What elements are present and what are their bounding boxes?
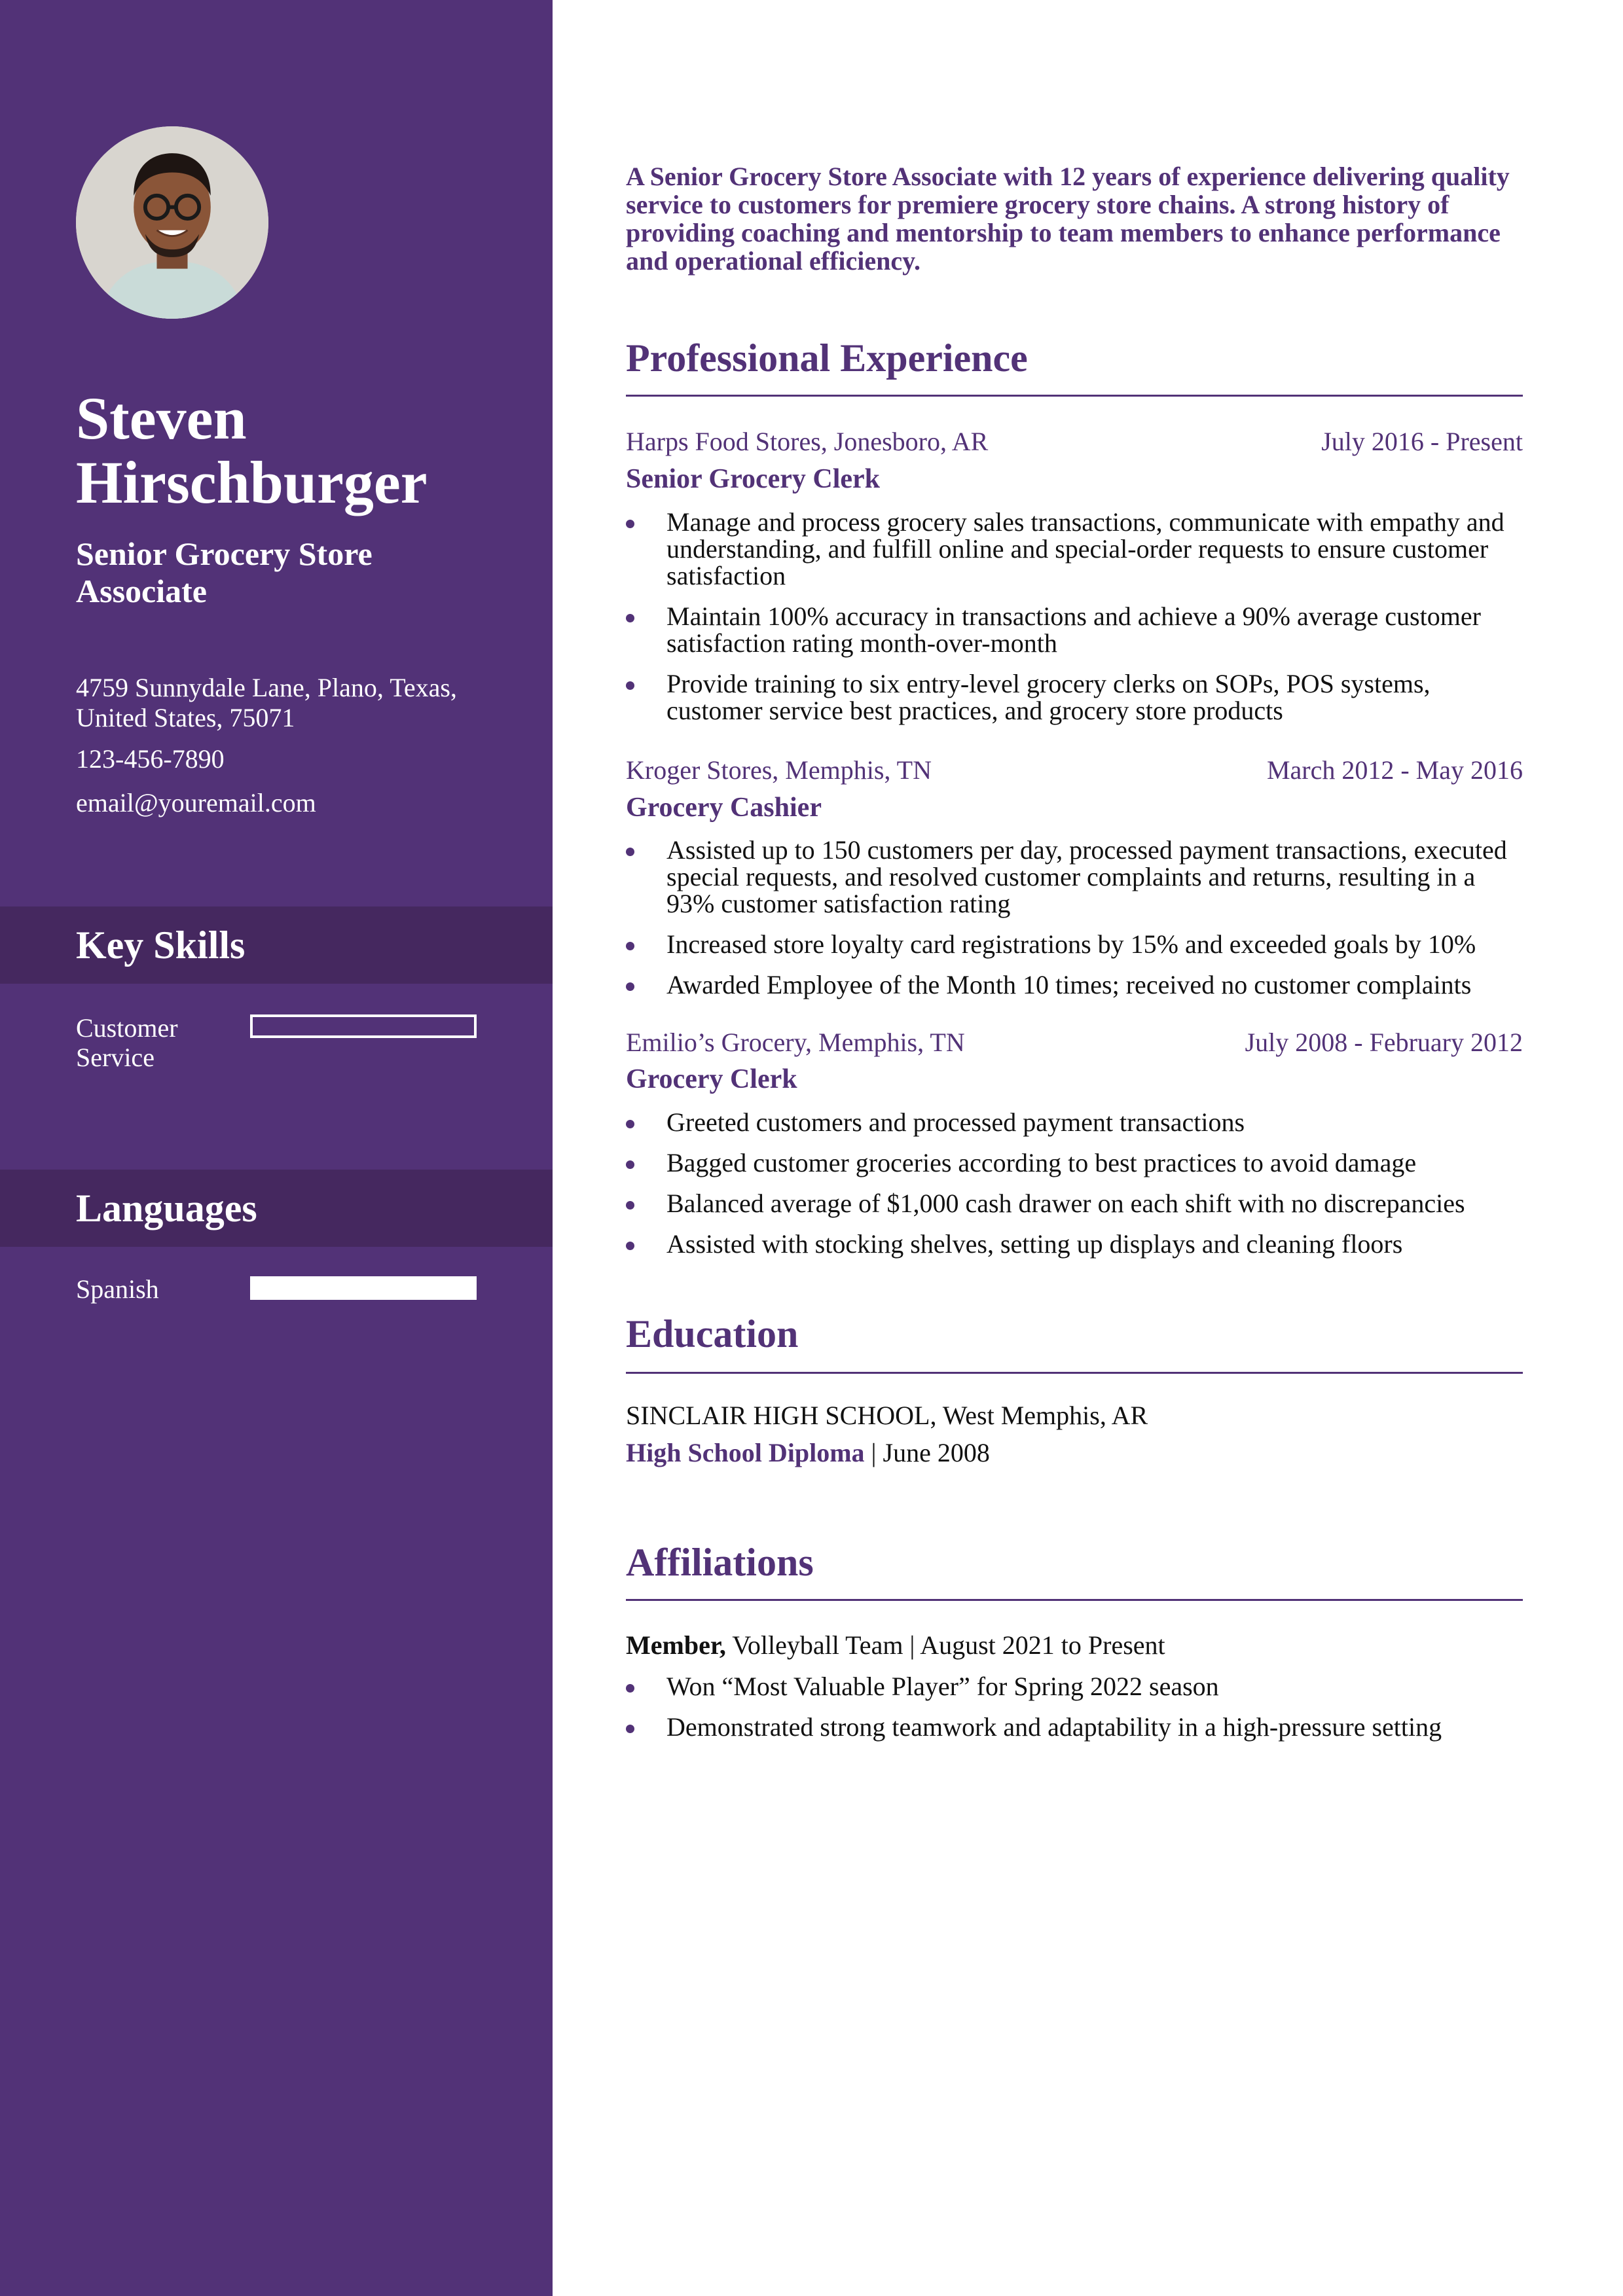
skill-level-bar: [250, 1014, 477, 1038]
job-bullet: [626, 836, 1523, 917]
bullet-text: Assisted with stocking shelves, setting up displays and cleaning floors: [666, 1229, 1403, 1259]
profile-summary: A Senior Grocery Store Associate with 12 years of experience delivering quality service to customers for premiere grocery store chains. A strong history of providing coaching and mentorship to team members to enhance performance and operational efficiency.: [626, 162, 1510, 276]
job-role: Grocery Clerk: [626, 1064, 797, 1094]
bullet-dot-icon: [626, 520, 634, 528]
education-degree: High School Diploma: [626, 1438, 865, 1467]
bullet-text: Assisted up to 150 customers per day, processed payment transactions, executed special requests, and resolved customer complaints and returns, resulting in a 93% customer satisfaction rating: [666, 835, 1507, 918]
education-section-title: Education: [626, 1312, 799, 1355]
affiliation-role: Member,: [626, 1630, 726, 1660]
job-header: [626, 1028, 1523, 1058]
contact-phone: 123-456-7890: [76, 744, 225, 774]
job-company: Harps Food Stores, Jonesboro, AR: [626, 427, 989, 456]
job-header: [626, 755, 1523, 785]
bullet-dot-icon: [626, 848, 634, 856]
candidate-first-name: Steven: [76, 385, 247, 452]
job-dates: July 2008 - February 2012: [1245, 1028, 1523, 1057]
sidebar: [0, 0, 553, 2296]
bullet-text: Increased store loyalty card registrations by 15% and exceeded goals by 10%: [666, 929, 1476, 959]
languages-title: Languages: [76, 1187, 257, 1230]
profile-photo: [76, 126, 268, 319]
job-bullet: [626, 603, 1523, 656]
contact-address: 4759 Sunnydale Lane, Plano, Texas, United States, 75071: [76, 673, 457, 732]
bullet-text: Greeted customers and processed payment transactions: [666, 1107, 1245, 1137]
bullet-dot-icon: [626, 681, 634, 690]
key-skills-title: Key Skills: [76, 924, 246, 967]
affiliation-detail: Volleyball Team | August 2021 to Present: [725, 1630, 1165, 1660]
bullet-text: Balanced average of $1,000 cash drawer on each shift with no discrepancies: [666, 1189, 1465, 1218]
contact-email: email@youremail.com: [76, 788, 316, 817]
job-dates: July 2016 - Present: [1321, 427, 1523, 456]
job-company: Emilio’s Grocery, Memphis, TN: [626, 1028, 965, 1057]
experience-section-title: Professional Experience: [626, 336, 1028, 380]
bullet-dot-icon: [626, 614, 634, 622]
bullet-text: Won “Most Valuable Player” for Spring 2022 season: [666, 1672, 1219, 1701]
affiliation-bullets: [626, 1673, 1523, 1754]
job-bullet: [626, 1109, 1523, 1136]
job-company: Kroger Stores, Memphis, TN: [626, 755, 932, 785]
candidate-headline: Senior Grocery Store Associate: [76, 535, 373, 609]
bullet-text: Maintain 100% accuracy in transactions and achieve a 90% average customer satisfaction rating month-over-month: [666, 601, 1481, 658]
bullet-text: Demonstrated strong teamwork and adaptability in a high-pressure setting: [666, 1712, 1442, 1742]
affiliation-bullet: [626, 1673, 1523, 1700]
bullet-dot-icon: [626, 1684, 634, 1693]
job-bullet: [626, 1190, 1523, 1217]
affiliation-bullet: [626, 1713, 1523, 1740]
job-header: [626, 427, 1523, 457]
bullet-dot-icon: [626, 1201, 634, 1210]
candidate-name: [76, 386, 534, 514]
key-skills-header: [0, 906, 553, 984]
bullet-dot-icon: [626, 1725, 634, 1733]
bullet-dot-icon: [626, 982, 634, 991]
bullet-dot-icon: [626, 942, 634, 950]
job-bullets: [626, 836, 1523, 1012]
education-school: SINCLAIR HIGH SCHOOL, West Memphis, AR: [626, 1401, 1148, 1430]
profile-photo-image: [76, 126, 268, 319]
bullet-dot-icon: [626, 1120, 634, 1128]
job-bullet: [626, 670, 1523, 724]
bullet-dot-icon: [626, 1242, 634, 1250]
job-bullet: [626, 1149, 1523, 1176]
bullet-text: Provide training to six entry-level grocery clerks on SOPs, POS systems, customer service best practices, and grocery store products: [666, 669, 1431, 725]
education-degree-line: [626, 1438, 1523, 1468]
bullet-dot-icon: [626, 1160, 634, 1169]
job-dates: March 2012 - May 2016: [1266, 755, 1523, 785]
job-role: Senior Grocery Clerk: [626, 464, 881, 494]
language-level-bar: [250, 1276, 477, 1300]
job-bullets: [626, 1109, 1523, 1271]
job-bullet: [626, 931, 1523, 958]
languages-header: [0, 1170, 553, 1247]
education-date: | June 2008: [864, 1438, 990, 1467]
job-bullets: [626, 509, 1523, 738]
job-role: Grocery Cashier: [626, 793, 822, 823]
bullet-text: Awarded Employee of the Month 10 times; received no customer complaints: [666, 970, 1472, 999]
language-level-fill: [253, 1279, 474, 1297]
bullet-text: Bagged customer groceries according to best practices to avoid damage: [666, 1148, 1417, 1177]
skill-label: Customer Service: [76, 1013, 178, 1072]
job-bullet: [626, 971, 1523, 998]
affiliations-section-title: Affiliations: [626, 1541, 814, 1584]
job-bullet: [626, 509, 1523, 589]
education-divider: [626, 1372, 1523, 1374]
bullet-text: Manage and process grocery sales transactions, communicate with empathy and understanding, and fulfill online and special-order requests to ensure customer satisfaction: [666, 507, 1504, 590]
job-bullet: [626, 1230, 1523, 1257]
experience-divider: [626, 395, 1523, 397]
language-label: Spanish: [76, 1274, 159, 1304]
affiliations-divider: [626, 1599, 1523, 1601]
candidate-last-name: Hirschburger: [76, 449, 428, 516]
affiliation-line: [626, 1630, 1523, 1660]
